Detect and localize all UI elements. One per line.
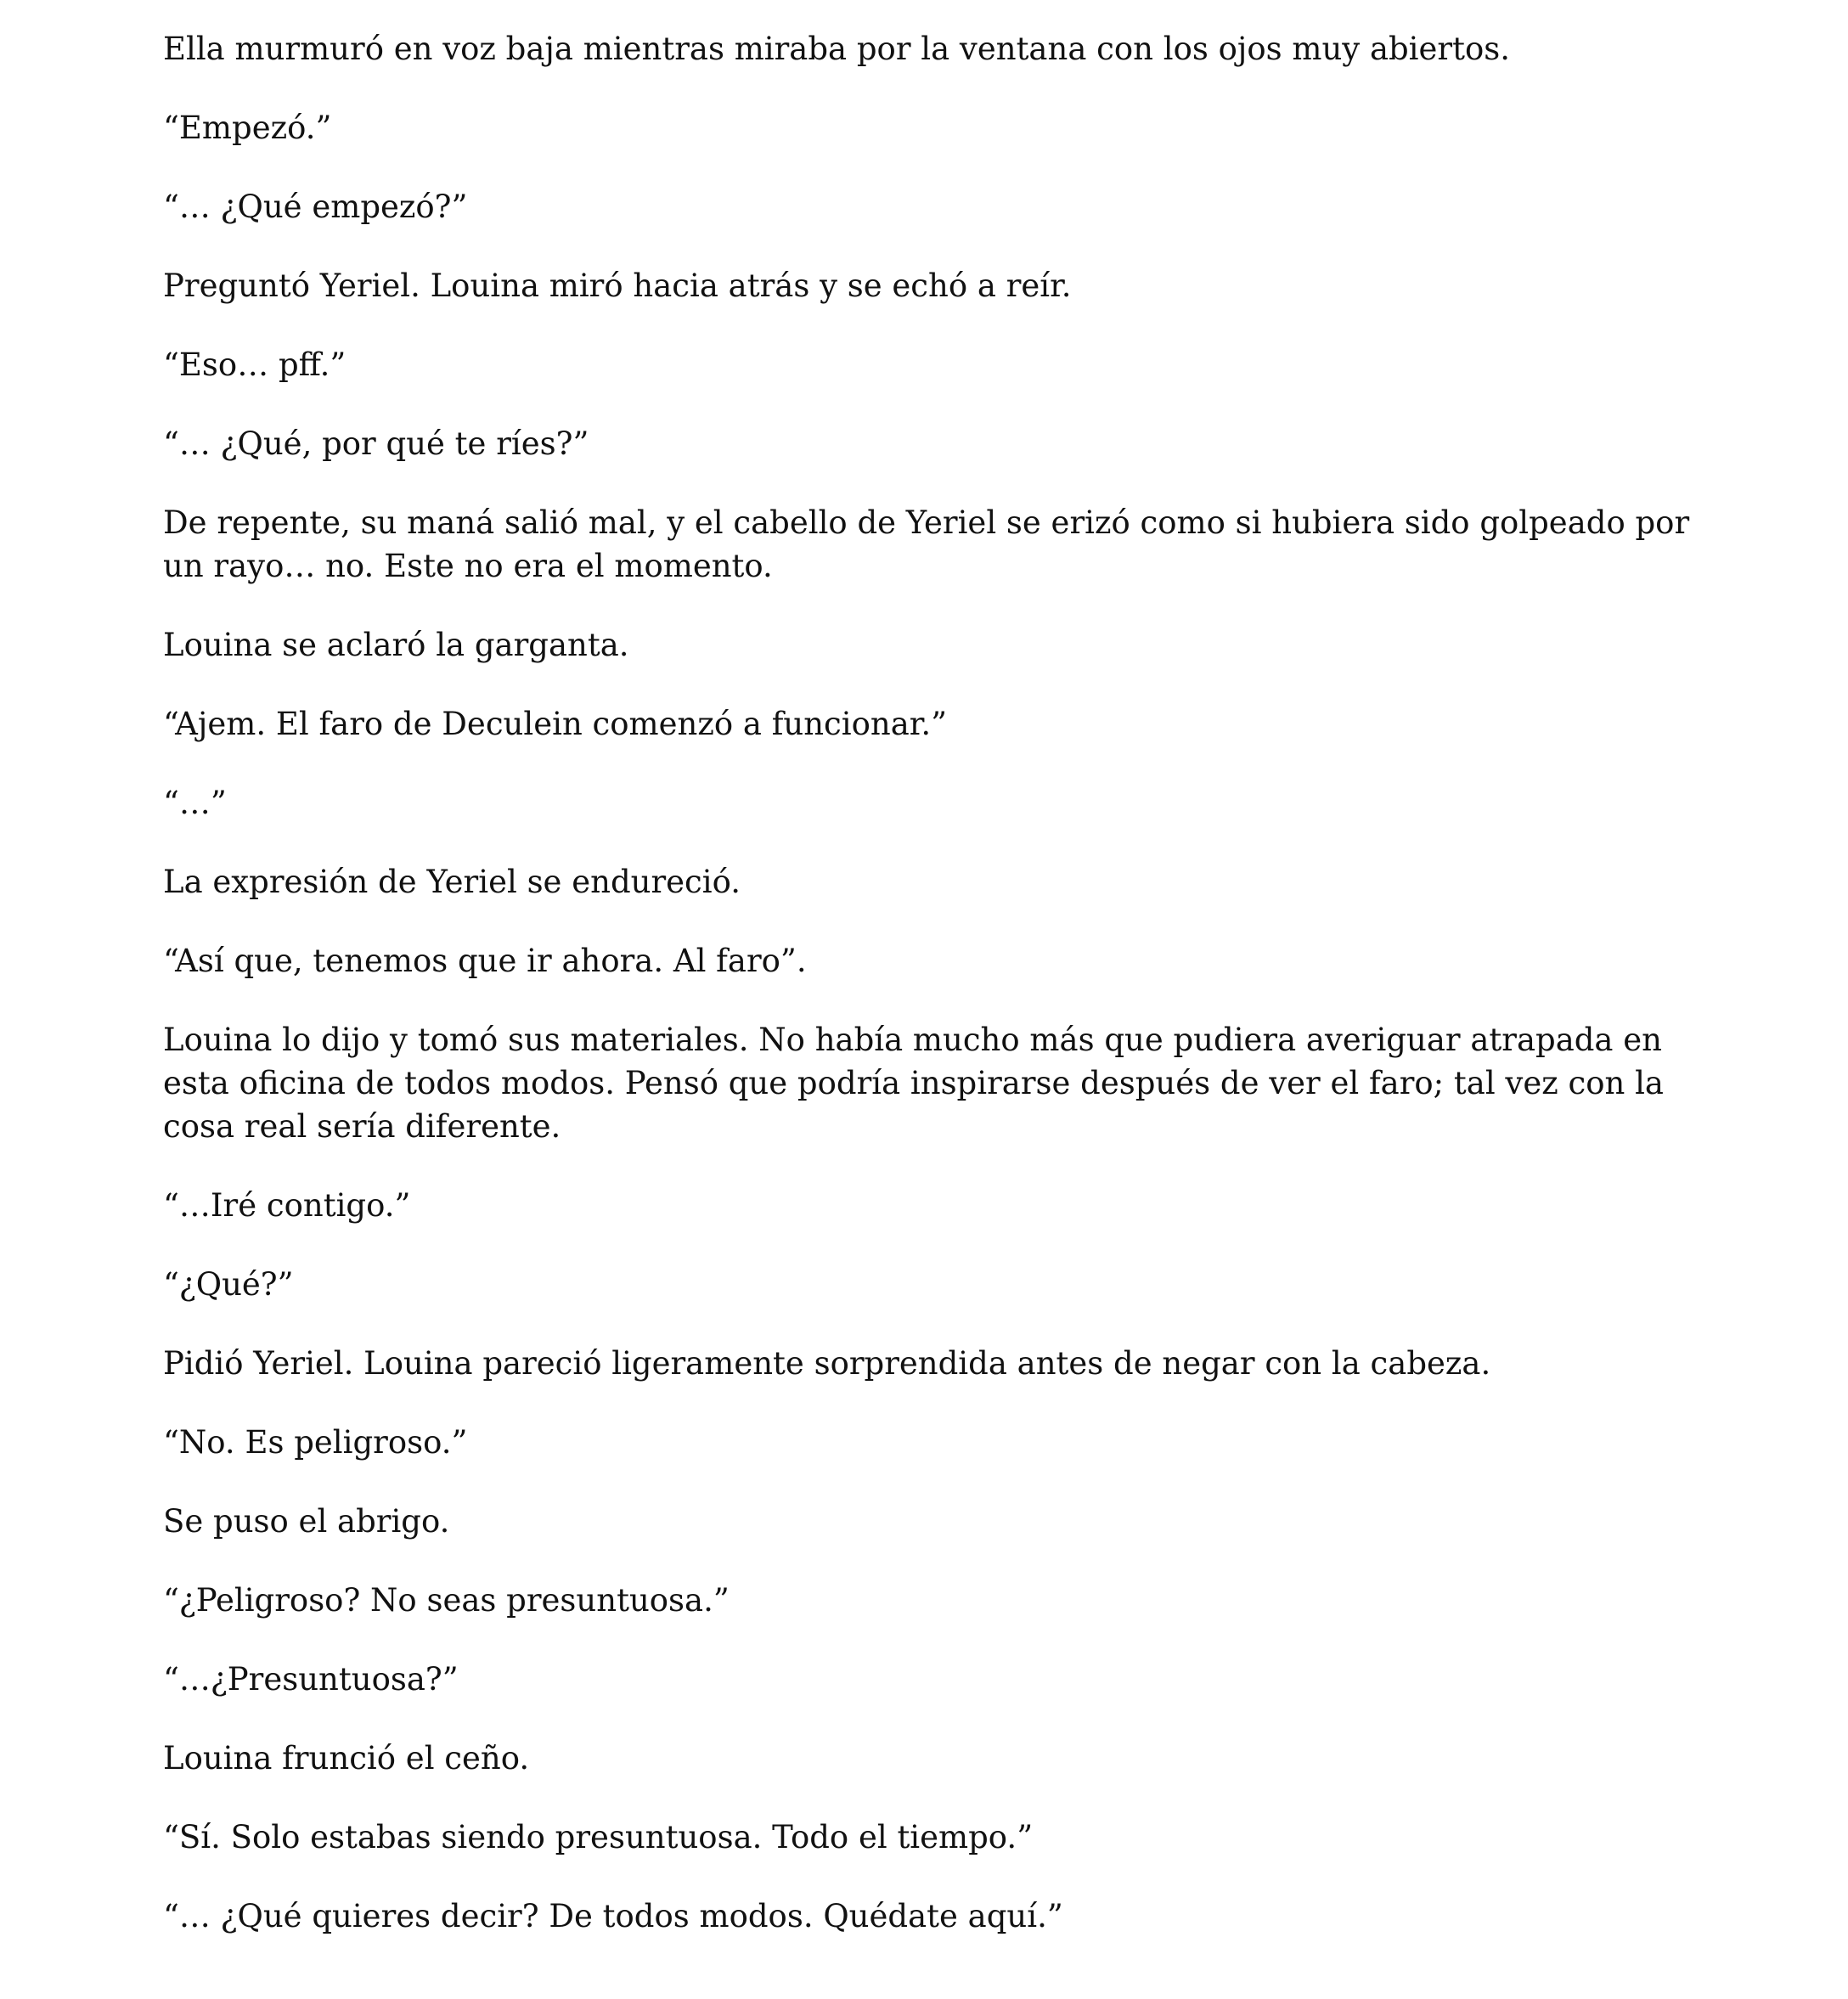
paragraph: “…¿Presuntuosa?” — [163, 1661, 459, 1698]
paragraph: Louina lo dijo y tomó sus materiales. No había mucho más que pudiera averiguar atrapada en esta oficina de todos modos. Pensó que podría inspirarse después de ver el faro; tal vez con la cosa real sería diferente. — [163, 1022, 1664, 1145]
paragraph: “… ¿Qué empezó?” — [163, 189, 468, 225]
paragraph: Pidió Yeriel. Louina pareció ligeramente sorprendida antes de negar con la cabeza. — [163, 1345, 1491, 1382]
paragraph: La expresión de Yeriel se endureció. — [163, 864, 741, 900]
paragraph: “No. Es peligroso.” — [163, 1424, 468, 1461]
paragraph: Louina frunció el ceño. — [163, 1740, 530, 1777]
paragraph: Se puso el abrigo. — [163, 1503, 450, 1540]
paragraph: “¿Peligroso? No seas presuntuosa.” — [163, 1582, 730, 1619]
paragraph: “¿Qué?” — [163, 1266, 294, 1303]
paragraph: “Empezó.” — [163, 110, 332, 146]
paragraph: “Eso… pff.” — [163, 346, 346, 383]
paragraph: “Ajem. El faro de Deculein comenzó a funcionar.” — [163, 706, 948, 742]
paragraph: De repente, su maná salió mal, y el cabello de Yeriel se erizó como si hubiera sido golpeado por un rayo… no. Este no era el momento. — [163, 504, 1690, 584]
text-column — [163, 27, 1702, 1938]
paragraph: “Así que, tenemos que ir ahora. Al faro”. — [163, 943, 807, 979]
paragraph: “Sí. Solo estabas siendo presuntuosa. Todo el tiempo.” — [163, 1819, 1034, 1855]
paragraph: Preguntó Yeriel. Louina miró hacia atrás y se echó a reír. — [163, 267, 1072, 304]
paragraph: “…” — [163, 785, 227, 821]
paragraph: Ella murmuró en voz baja mientras miraba por la ventana con los ojos muy abiertos. — [163, 31, 1510, 67]
paragraph: Louina se aclaró la garganta. — [163, 627, 629, 663]
paragraph: “…Iré contigo.” — [163, 1187, 411, 1224]
paragraph: “… ¿Qué quieres decir? De todos modos. Quédate aquí.” — [163, 1898, 1063, 1934]
paragraph: “… ¿Qué, por qué te ríes?” — [163, 425, 589, 462]
